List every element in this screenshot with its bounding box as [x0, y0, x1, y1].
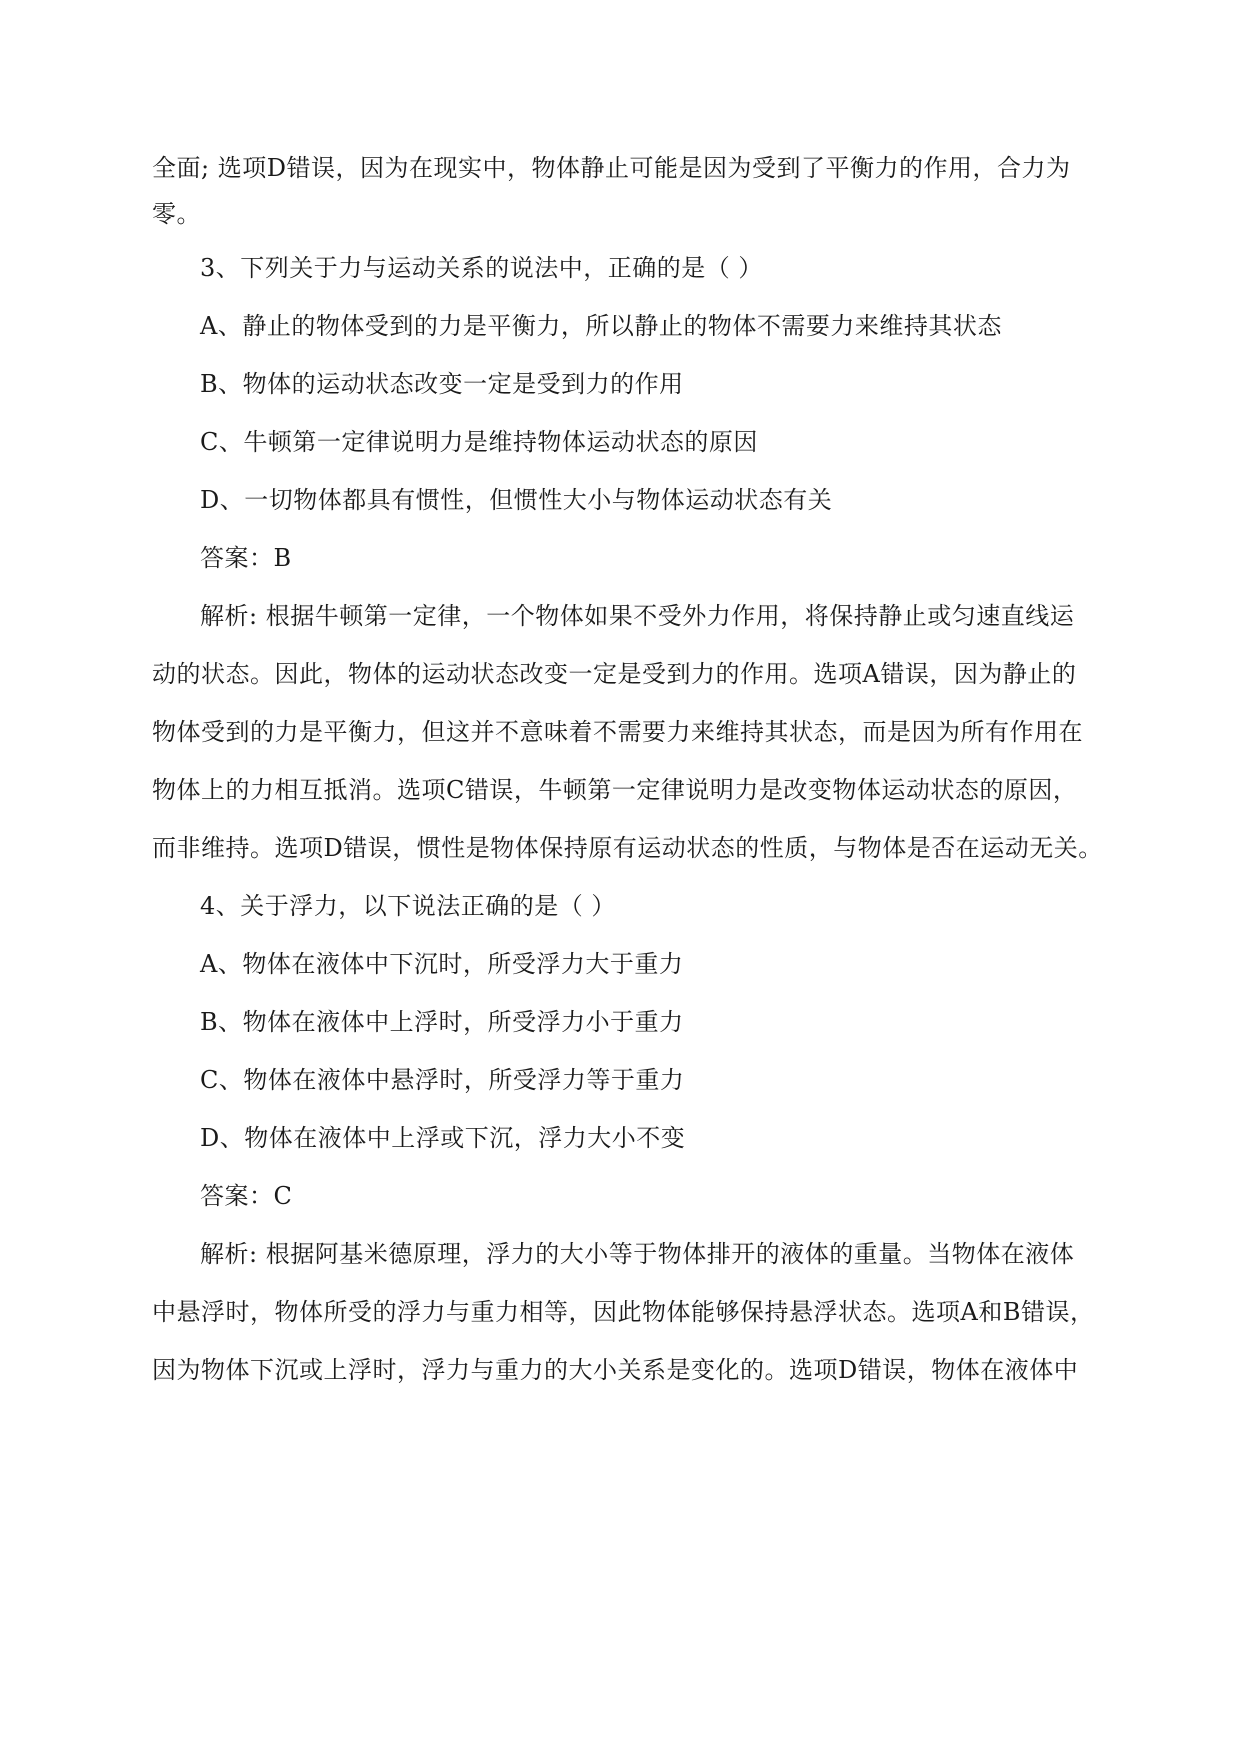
- question-3-explanation-line: 动的状态。因此，物体的运动状态改变一定是受到力的作用。选项A错误，因为静止的: [152, 660, 1077, 688]
- question-3-option-c: C、牛顿第一定律说明力是维持物体运动状态的原因: [200, 428, 758, 456]
- question-4-option-c: C、物体在液体中悬浮时，所受浮力等于重力: [200, 1066, 685, 1094]
- text-line: 零。: [152, 200, 201, 228]
- question-4-option-d: D、物体在液体中上浮或下沉，浮力大小不变: [200, 1124, 686, 1152]
- question-3-explanation-line: 物体上的力相互抵消。选项C错误，牛顿第一定律说明力是改变物体运动状态的原因，: [152, 776, 1078, 804]
- question-3-stem: 3、下列关于力与运动关系的说法中，正确的是（ ）: [200, 254, 763, 282]
- question-3-option-d: D、一切物体都具有惯性，但惯性大小与物体运动状态有关: [200, 486, 833, 514]
- question-3-option-b: B、物体的运动状态改变一定是受到力的作用: [200, 370, 684, 398]
- question-3-explanation-line: 而非维持。选项D错误，惯性是物体保持原有运动状态的性质，与物体是否在运动无关。: [152, 834, 1103, 862]
- question-4-stem: 4、关于浮力，以下说法正确的是（ ）: [200, 892, 616, 920]
- question-4-answer: 答案：C: [200, 1182, 293, 1210]
- text-line: 全面; 选项D错误，因为在现实中，物体静止可能是因为受到了平衡力的作用，合力为: [152, 154, 1071, 182]
- question-4-explanation-line: 解析: 根据阿基米德原理，浮力的大小等于物体排开的液体的重量。当物体在液体: [200, 1240, 1075, 1268]
- question-3-option-a: A、静止的物体受到的力是平衡力，所以静止的物体不需要力来维持其状态: [200, 312, 1002, 340]
- question-4-option-a: A、物体在液体中下沉时，所受浮力大于重力: [200, 950, 684, 978]
- question-4-explanation-line: 中悬浮时，物体所受的浮力与重力相等，因此物体能够保持悬浮状态。选项A和B错误，: [152, 1298, 1095, 1326]
- question-3-explanation-line: 物体受到的力是平衡力，但这并不意味着不需要力来维持其状态，而是因为所有作用在: [152, 718, 1083, 746]
- question-3-answer: 答案：B: [200, 544, 292, 572]
- question-4-option-b: B、物体在液体中上浮时，所受浮力小于重力: [200, 1008, 684, 1036]
- question-4-explanation-line: 因为物体下沉或上浮时，浮力与重力的大小关系是变化的。选项D错误，物体在液体中: [152, 1356, 1079, 1384]
- question-3-explanation-line: 解析: 根据牛顿第一定律，一个物体如果不受外力作用，将保持静止或匀速直线运: [200, 602, 1075, 630]
